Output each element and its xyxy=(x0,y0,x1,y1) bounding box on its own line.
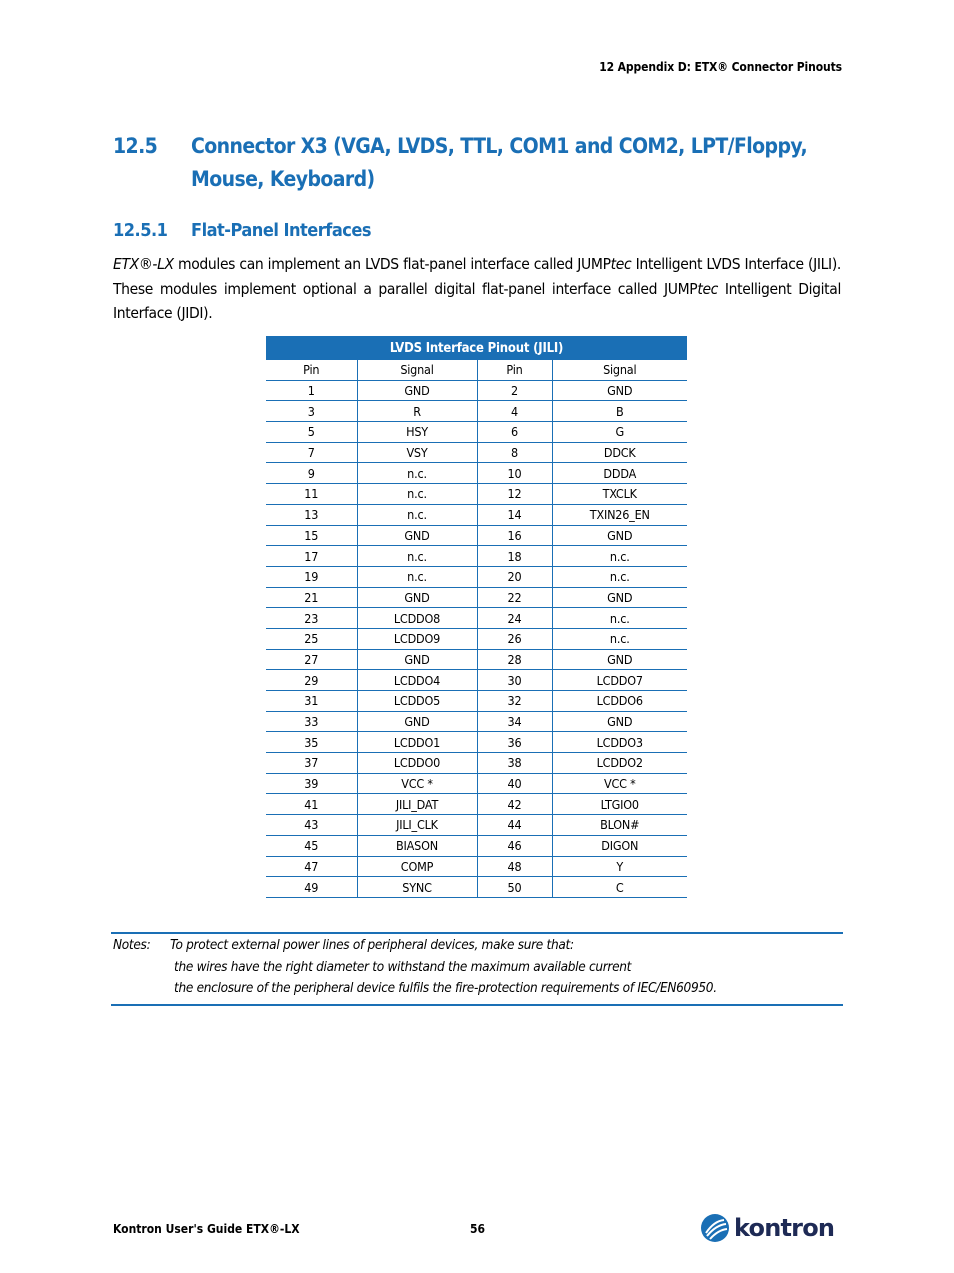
pin-cell: 26 xyxy=(477,628,552,649)
signal-cell: LTGIO0 xyxy=(552,794,687,815)
table-row xyxy=(266,422,687,443)
signal-cell: BIASON xyxy=(357,835,477,856)
notes-box xyxy=(111,932,843,1006)
table-row xyxy=(266,442,687,463)
table-row xyxy=(266,877,687,898)
notes-intro: To protect external power lines of peripheral devices, make sure that: xyxy=(170,937,574,953)
page-number: 56 xyxy=(470,1222,486,1236)
table-row xyxy=(266,815,687,836)
table-row xyxy=(266,525,687,546)
signal-cell: GND xyxy=(357,525,477,546)
pin-cell: 39 xyxy=(266,773,357,794)
signal-cell: LCDDO3 xyxy=(552,732,687,753)
intro-paragraph xyxy=(113,252,841,326)
footer-guide-title: Kontron User's Guide ETX®-LX xyxy=(113,1222,300,1236)
signal-cell: JILI_DAT xyxy=(357,794,477,815)
pin-cell: 44 xyxy=(477,815,552,836)
signal-cell: n.c. xyxy=(357,546,477,567)
signal-cell: SYNC xyxy=(357,877,477,898)
pin-cell: 28 xyxy=(477,649,552,670)
pin-cell: 22 xyxy=(477,587,552,608)
signal-cell: n.c. xyxy=(357,463,477,484)
pin-cell: 27 xyxy=(266,649,357,670)
signal-cell: LCDDO2 xyxy=(552,753,687,774)
signal-cell: n.c. xyxy=(552,608,687,629)
signal-cell: VCC * xyxy=(552,773,687,794)
pinout-table-body xyxy=(266,360,687,897)
column-header: Signal xyxy=(357,360,477,380)
pin-cell: 21 xyxy=(266,587,357,608)
pin-cell: 6 xyxy=(477,422,552,443)
signal-cell: GND xyxy=(552,587,687,608)
subsection-number: 12.5.1 xyxy=(113,220,168,241)
table-caption: LVDS Interface Pinout (JILI) xyxy=(266,336,687,360)
signal-cell: HSY xyxy=(357,422,477,443)
signal-cell: LCDDO6 xyxy=(552,691,687,712)
kontron-logo-text: kontron xyxy=(734,1214,835,1242)
table-row xyxy=(266,546,687,567)
pin-cell: 38 xyxy=(477,753,552,774)
pin-cell: 12 xyxy=(477,484,552,505)
signal-cell: LCDDO7 xyxy=(552,670,687,691)
table-row xyxy=(266,401,687,422)
pin-cell: 30 xyxy=(477,670,552,691)
table-row xyxy=(266,504,687,525)
signal-cell: COMP xyxy=(357,856,477,877)
pin-cell: 46 xyxy=(477,835,552,856)
signal-cell: LCDDO5 xyxy=(357,691,477,712)
table-row xyxy=(266,753,687,774)
pin-cell: 49 xyxy=(266,877,357,898)
column-header: Pin xyxy=(477,360,552,380)
table-row xyxy=(266,587,687,608)
signal-cell: C xyxy=(552,877,687,898)
pinout-table xyxy=(266,336,687,898)
pin-cell: 17 xyxy=(266,546,357,567)
para-text-3: Intelligent Digital Interface (JIDI). xyxy=(113,279,841,322)
table-row xyxy=(266,773,687,794)
running-header: 12 Appendix D: ETX® Connector Pinouts xyxy=(599,60,842,74)
signal-cell: DIGON xyxy=(552,835,687,856)
table-row xyxy=(266,463,687,484)
signal-cell: GND xyxy=(357,587,477,608)
signal-cell: B xyxy=(552,401,687,422)
section-number: 12.5 xyxy=(113,134,158,158)
pin-cell: 13 xyxy=(266,504,357,525)
pin-cell: 15 xyxy=(266,525,357,546)
signal-cell: GND xyxy=(552,649,687,670)
signal-cell: VSY xyxy=(357,442,477,463)
table-row xyxy=(266,835,687,856)
table-row xyxy=(266,794,687,815)
signal-cell: LCDDO1 xyxy=(357,732,477,753)
pin-cell: 11 xyxy=(266,484,357,505)
signal-cell: GND xyxy=(552,525,687,546)
pin-cell: 36 xyxy=(477,732,552,753)
column-header: Pin xyxy=(266,360,357,380)
pin-cell: 19 xyxy=(266,566,357,587)
signal-cell: JILI_CLK xyxy=(357,815,477,836)
signal-cell: TXCLK xyxy=(552,484,687,505)
tec-1: tec xyxy=(610,255,632,273)
signal-cell: GND xyxy=(552,380,687,401)
signal-cell: GND xyxy=(357,711,477,732)
table-row xyxy=(266,608,687,629)
signal-cell: GND xyxy=(357,649,477,670)
table-row xyxy=(266,649,687,670)
signal-cell: n.c. xyxy=(357,566,477,587)
pin-cell: 23 xyxy=(266,608,357,629)
pin-cell: 45 xyxy=(266,835,357,856)
pin-cell: 9 xyxy=(266,463,357,484)
signal-cell: LCDDO9 xyxy=(357,628,477,649)
table-row xyxy=(266,484,687,505)
pin-cell: 31 xyxy=(266,691,357,712)
pin-cell: 3 xyxy=(266,401,357,422)
pin-cell: 34 xyxy=(477,711,552,732)
signal-cell: LCDDO4 xyxy=(357,670,477,691)
signal-cell: n.c. xyxy=(552,628,687,649)
signal-cell: LCDDO0 xyxy=(357,753,477,774)
table-row xyxy=(266,670,687,691)
pin-cell: 47 xyxy=(266,856,357,877)
notes-item: the wires have the right diameter to withstand the maximum available current xyxy=(174,959,632,975)
kontron-logo xyxy=(700,1213,845,1245)
signal-cell: TXIN26_EN xyxy=(552,504,687,525)
table-row xyxy=(266,732,687,753)
pin-cell: 14 xyxy=(477,504,552,525)
pin-cell: 48 xyxy=(477,856,552,877)
subsection-title: Flat-Panel Interfaces xyxy=(191,220,371,241)
pin-cell: 7 xyxy=(266,442,357,463)
pin-cell: 10 xyxy=(477,463,552,484)
table-row xyxy=(266,691,687,712)
pin-cell: 35 xyxy=(266,732,357,753)
product-name: ETX®-LX xyxy=(113,255,174,273)
pin-cell: 25 xyxy=(266,628,357,649)
pin-cell: 42 xyxy=(477,794,552,815)
kontron-logo-icon xyxy=(700,1213,730,1243)
pin-cell: 41 xyxy=(266,794,357,815)
tec-2: tec xyxy=(697,279,718,298)
pin-cell: 8 xyxy=(477,442,552,463)
table-row xyxy=(266,856,687,877)
pin-cell: 37 xyxy=(266,753,357,774)
pin-cell: 32 xyxy=(477,691,552,712)
pin-cell: 20 xyxy=(477,566,552,587)
pin-cell: 16 xyxy=(477,525,552,546)
pin-cell: 29 xyxy=(266,670,357,691)
signal-cell: VCC * xyxy=(357,773,477,794)
pin-cell: 1 xyxy=(266,380,357,401)
column-header: Signal xyxy=(552,360,687,380)
table-header-row xyxy=(266,360,687,380)
pin-cell: 4 xyxy=(477,401,552,422)
notes-item: the enclosure of the peripheral device fulfils the fire-protection requirements of IEC/EN60950. xyxy=(174,980,717,996)
pin-cell: 24 xyxy=(477,608,552,629)
pin-cell: 43 xyxy=(266,815,357,836)
signal-cell: BLON# xyxy=(552,815,687,836)
signal-cell: DDCK xyxy=(552,442,687,463)
signal-cell: n.c. xyxy=(357,484,477,505)
signal-cell: R xyxy=(357,401,477,422)
signal-cell: GND xyxy=(552,711,687,732)
signal-cell: G xyxy=(552,422,687,443)
signal-cell: n.c. xyxy=(552,566,687,587)
para-text-2: Intelligent LVDS Interface (JILI). These modules implement optional a parallel digital flat-panel interface called JUMP xyxy=(113,255,841,298)
pin-cell: 18 xyxy=(477,546,552,567)
signal-cell: DDDA xyxy=(552,463,687,484)
signal-cell: LCDDO8 xyxy=(357,608,477,629)
table-row xyxy=(266,628,687,649)
signal-cell: GND xyxy=(357,380,477,401)
para-text-1: modules can implement an LVDS flat-panel interface called JUMP xyxy=(173,255,611,273)
pin-cell: 40 xyxy=(477,773,552,794)
pin-cell: 50 xyxy=(477,877,552,898)
signal-cell: Y xyxy=(552,856,687,877)
table-row xyxy=(266,380,687,401)
pin-cell: 33 xyxy=(266,711,357,732)
section-title: Connector X3 (VGA, LVDS, TTL, COM1 and COM2, LPT/Floppy, Mouse, Keyboard) xyxy=(191,134,808,191)
pin-cell: 5 xyxy=(266,422,357,443)
table-row xyxy=(266,711,687,732)
signal-cell: n.c. xyxy=(357,504,477,525)
table-row xyxy=(266,566,687,587)
pin-cell: 2 xyxy=(477,380,552,401)
notes-label: Notes: xyxy=(113,937,151,953)
signal-cell: n.c. xyxy=(552,546,687,567)
